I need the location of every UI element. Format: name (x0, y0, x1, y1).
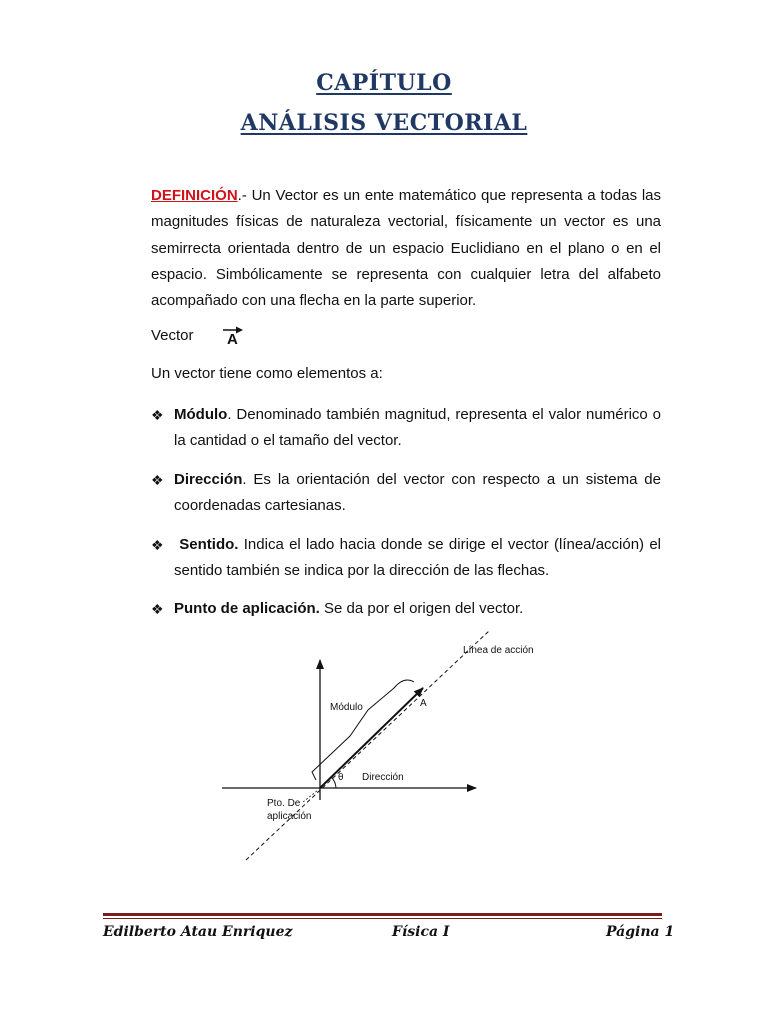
application-pointer (303, 790, 318, 802)
diamond-bullet-icon: ❖ (151, 537, 164, 553)
modulus-brace (312, 680, 414, 780)
application-point-label-2: aplicación (267, 811, 312, 822)
element-term: Dirección (174, 471, 243, 488)
vector-letter: A (227, 331, 238, 348)
element-text: Indica el lado hacia donde se dirige el vector (línea/acción) el sentido también se indica por la dirección de las flechas. (174, 536, 662, 580)
application-point-label: Pto. De (267, 798, 301, 809)
angle-arc (331, 777, 336, 788)
chapter-heading: CAPÍTULO (316, 70, 452, 96)
diamond-bullet-icon: ❖ (151, 407, 164, 423)
footer-rule-thin (103, 918, 662, 919)
line-of-action (246, 630, 490, 860)
footer-page-number: Página 1 (606, 924, 675, 940)
definition-text: .- Un Vector es un ente matemático que representa a todas las magnitudes físicas de naturaleza vectorial, físicamente un vector es una semirrecta orientada dentro de un espacio Euclidiano en el plano o en el espacio. Simbólicamente se representa con cualquier letra del alfabeto acompañado con una flecha en la parte superior. (151, 187, 661, 310)
line-of-action-label: Línea de acción (463, 645, 534, 656)
element-text: Se da por el origen del vector. (319, 600, 524, 617)
diamond-bullet-icon: ❖ (151, 472, 164, 488)
footer-rule (103, 913, 662, 916)
vector-a-label: A (420, 698, 427, 709)
footer-author: Edilberto Atau Enriquez (103, 924, 293, 940)
element-term: Módulo (174, 406, 228, 423)
diamond-bullet-icon: ❖ (151, 601, 164, 617)
footer-subject: Física I (392, 924, 450, 940)
element-term: Punto de aplicación. (174, 600, 320, 617)
direction-label: Dirección (362, 772, 404, 783)
modulus-label: Módulo (330, 702, 363, 713)
element-term: Sentido. (179, 536, 239, 553)
vector-label: Vector (151, 327, 194, 344)
elements-intro: Un vector tiene como elementos a: (151, 365, 383, 382)
theta-label: θ (338, 773, 344, 783)
element-text: . Denominado también magnitud, representa el valor numérico o la cantidad o el tamaño del vector. (174, 406, 661, 450)
element-text: . Es la orientación del vector con respecto a un sistema de coordenadas cartesianas. (174, 471, 661, 515)
definition-term: DEFINICIÓN (151, 187, 238, 204)
chapter-title: ANÁLISIS VECTORIAL (240, 110, 528, 136)
